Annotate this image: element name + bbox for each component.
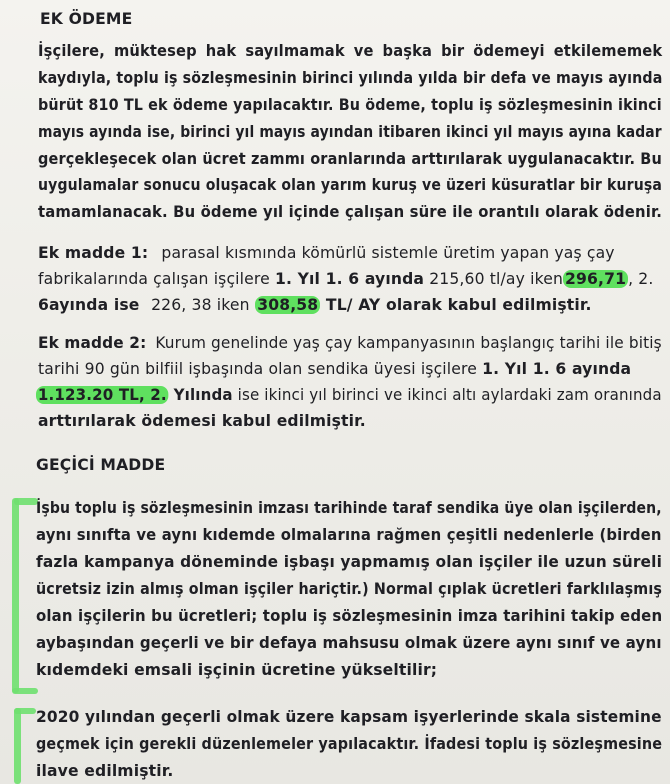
ek-madde-1-text: , 2.: [628, 270, 654, 288]
ek-madde-1-new-amount-highlight: 308,58: [257, 296, 319, 314]
paragraph-line: aybaşından geçerli ve bir defaya mahsusu olmak üzere aynı sınıf ve aynı: [36, 634, 662, 652]
ek-madde-1-text: 6ayında ise: [38, 296, 140, 314]
ek-madde-2-line-4: arttırılarak ödemesi kabul edilmiştir.: [38, 412, 366, 430]
ek-madde-1-new-amount-highlight: 296,71: [565, 270, 627, 288]
ek-madde-2-text: tarihi 90 gün bilfiil işbaşında olan sendika üyesi işçilere: [38, 360, 477, 378]
paragraph-line: kıdemdeki emsali işçinin ücretine yükseltilir;: [36, 661, 438, 679]
ek-madde-1-line-2: [38, 270, 653, 288]
ek-madde-2-line-3: [36, 386, 662, 404]
ek-madde-2-amount-highlight: 1.123.20 TL, 2.: [37, 386, 167, 404]
heading-gecici-madde: GEÇİCİ MADDE: [36, 456, 166, 474]
paragraph-line: uygulamalar sonucu oluşacak olan yarım kuruş ve üzeri küsuratlar bir kuruşa: [38, 176, 662, 194]
ek-madde-2-line-1: [38, 334, 662, 352]
ek-madde-2-year: Yılında: [173, 386, 233, 404]
ek-madde-1-line-3: [38, 296, 592, 314]
paragraph-line: geçmek için gerekli düzenlemeler yapılacaktır. İfadesi toplu iş sözleşmesine: [36, 735, 663, 753]
paragraph-line: ilave edilmiştir.: [36, 762, 174, 780]
ek-madde-2-period: 1. Yıl 1. 6 ayında: [482, 360, 632, 378]
paragraph-line: İşbu toplu iş sözleşmesinin imzası tarihinde taraf sendika üye olan işçilerden,: [36, 499, 662, 517]
ek-madde-1-text: fabrikalarında çalışan işçilere: [38, 270, 270, 288]
ek-madde-1-period: 1. Yıl 1. 6 ayında: [274, 270, 425, 288]
paragraph-line: bürüt 810 TL ek ödeme yapılacaktır. Bu ödeme, toplu iş sözleşmesinin ikinci: [38, 96, 662, 114]
ek-madde-1-text: parasal kısmında kömürlü sistemle üretim yapan yaş çay: [161, 244, 615, 262]
ek-madde-2-text: Kurum genelinde yaş çay kampanyasının başlangıç tarihi ile bitiş: [155, 334, 662, 352]
ek-madde-2-line-2: [38, 360, 631, 378]
ek-madde-2-text: ise ikinci yıl birinci ve ikinci altı aylardaki zam oranında: [237, 386, 662, 404]
ek-madde-2-label: Ek madde 2:: [38, 334, 147, 352]
ek-madde-1-line-1: [38, 244, 615, 262]
paragraph-line: kaydıyla, toplu iş sözleşmesinin birinci yılında yılda bir defa ve mayıs ayında: [38, 69, 663, 87]
paragraph-line: İşçilere, müktesep hak sayılmamak ve başka bir ödemeyi etkilememek: [38, 42, 663, 60]
ek-madde-1-label: Ek madde 1:: [38, 244, 149, 262]
ek-madde-1-old-amount: 215,60 tl/ay iken: [429, 270, 563, 288]
ek-madde-1-text: TL/ AY olarak kabul edilmiştir.: [325, 296, 592, 314]
paragraph-line: gerçekleşecek olan ücret zammı oranlarında arttırılarak uygulanacaktır. Bu: [38, 150, 662, 168]
paragraph-line: fazla kampanya döneminde işbaşı yapmamış olan işçiler ile uzun süreli: [36, 553, 663, 571]
heading-ek-odeme: EK ÖDEME: [40, 10, 133, 28]
highlighter-bracket-2020: [14, 708, 21, 784]
paragraph-line: 2020 yılından geçerli olmak üzere kapsam işyerlerinde skala sistemine: [36, 708, 662, 726]
ek-madde-1-old-amount: 226, 38 iken: [151, 296, 250, 314]
highlighter-bracket-2020-top: [14, 708, 36, 714]
paragraph-line: tamamlanacak. Bu ödeme yıl içinde çalışan süre ile orantılı olarak ödenir.: [38, 203, 663, 221]
paragraph-line: aynı sınıfta ve aynı kıdemde olmalarına rağmen çeşitli nedenlerle (birden: [36, 526, 662, 544]
paragraph-line: mayıs ayında ise, birinci yıl mayıs ayından itibaren ikinci yıl mayıs ayına kadar: [38, 123, 662, 141]
paragraph-line: olan işçilerin bu ücretleri; toplu iş sözleşmesinin imza tarihini takip eden: [36, 607, 663, 625]
paragraph-line: ücretsiz izin almış olman işçiler hariçtir.) Normal çıplak ücretleri farklılaşmış: [36, 580, 662, 598]
highlighter-bracket-vertical: [12, 498, 19, 693]
highlighter-bracket-bottom: [12, 688, 38, 694]
